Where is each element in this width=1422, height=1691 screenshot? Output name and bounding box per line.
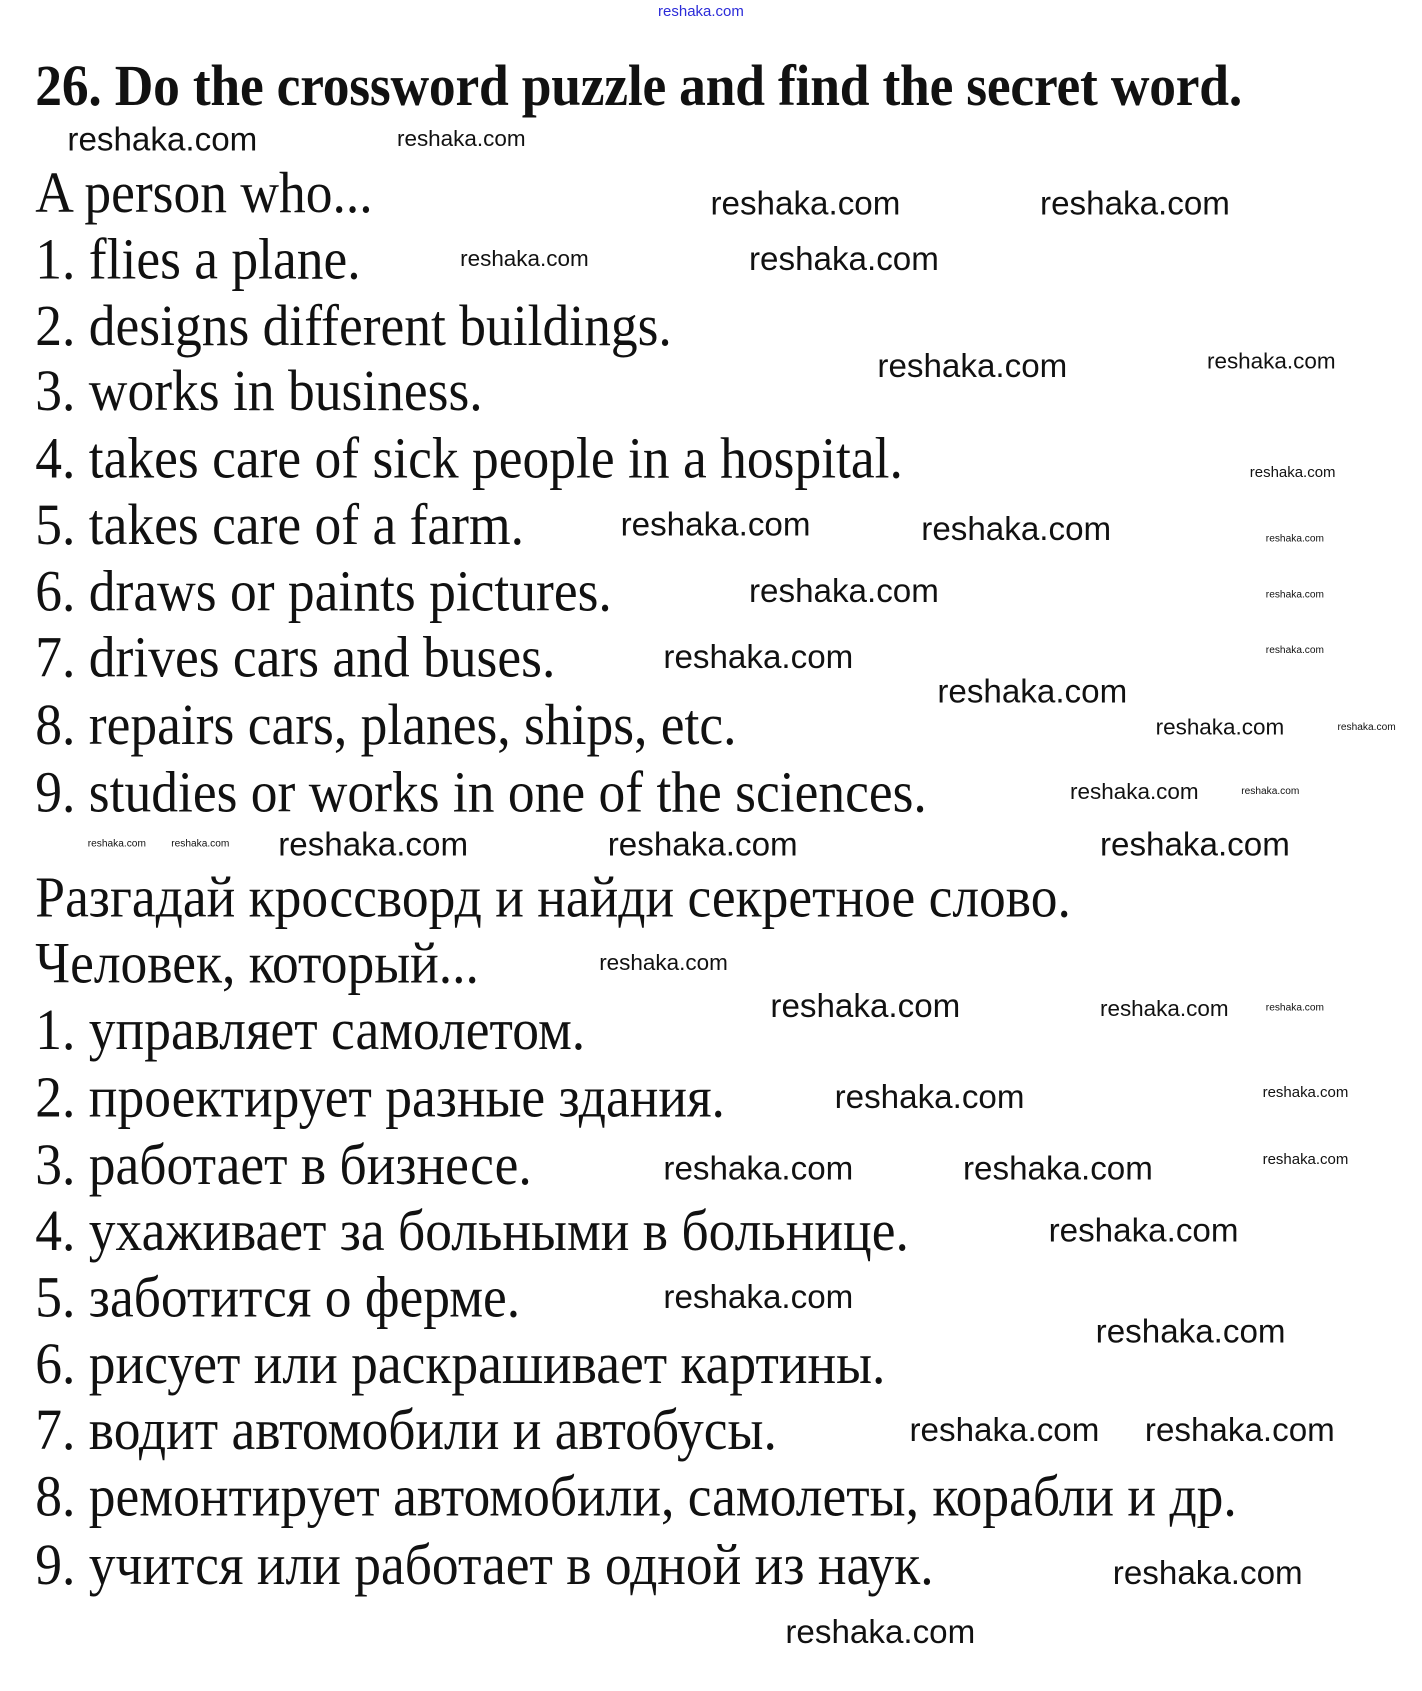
watermark: reshaka.com	[663, 638, 854, 676]
watermark: reshaka.com	[1040, 184, 1230, 223]
watermark: reshaka.com	[785, 1613, 976, 1651]
watermark: reshaka.com	[1099, 996, 1229, 1022]
russian-intro: Человек, который...	[35, 930, 479, 996]
watermark: reshaka.com	[607, 825, 798, 863]
watermark: reshaka.com	[710, 184, 901, 223]
watermark: reshaka.com	[87, 838, 146, 850]
watermark: reshaka.com	[396, 126, 526, 152]
watermark: reshaka.com	[67, 120, 258, 158]
watermark: reshaka.com	[599, 950, 728, 976]
list-item: 3. works in business.	[35, 358, 483, 423]
list-item: 8. ремонтирует автомобили, самолеты, корабли и др.	[35, 1463, 1237, 1529]
watermark: reshaka.com	[1265, 588, 1325, 601]
watermark: reshaka.com	[1265, 644, 1325, 657]
watermark: reshaka.com	[1099, 825, 1290, 863]
watermark: reshaka.com	[1048, 1211, 1239, 1250]
watermark: reshaka.com	[963, 1149, 1153, 1188]
list-item: 4. ухаживает за больными в больнице.	[35, 1198, 909, 1263]
watermark: reshaka.com	[1112, 1554, 1303, 1592]
list-item: 6. рисует или раскрашивает картины.	[35, 1330, 886, 1396]
watermark: reshaka.com	[921, 509, 1112, 548]
list-item: 4. takes care of sick people in a hospital.	[35, 425, 903, 491]
watermark: reshaka.com	[171, 838, 230, 850]
list-item: 6. draws or paints pictures.	[35, 558, 612, 623]
watermark: reshaka.com	[1095, 1312, 1286, 1350]
watermark: reshaka.com	[663, 1149, 854, 1188]
watermark: reshaka.com	[749, 571, 939, 610]
watermark: reshaka.com	[1241, 785, 1300, 798]
watermark: reshaka.com	[877, 347, 1068, 385]
watermark: reshaka.com	[1070, 779, 1199, 805]
watermark: reshaka.com	[937, 672, 1128, 710]
watermark: reshaka.com	[658, 2, 744, 20]
watermark: reshaka.com	[834, 1078, 1025, 1116]
list-item: 1. flies a plane.	[35, 226, 361, 292]
watermark: reshaka.com	[460, 246, 589, 272]
list-item: 9. studies or works in one of the sciences.	[35, 759, 927, 825]
list-item: 1. управляет самолетом.	[35, 996, 586, 1062]
list-item: 9. учится или работает в одной из наук.	[35, 1531, 934, 1597]
watermark: reshaka.com	[1155, 715, 1285, 740]
watermark: reshaka.com	[663, 1278, 854, 1316]
list-item: 5. takes care of a farm.	[35, 491, 524, 557]
list-item: 8. repairs cars, planes, ships, etc.	[35, 692, 737, 757]
watermark: reshaka.com	[1144, 1410, 1335, 1449]
list-item: 7. drives cars and buses.	[35, 624, 556, 690]
watermark: reshaka.com	[770, 987, 961, 1025]
watermark: reshaka.com	[620, 505, 811, 544]
watermark: reshaka.com	[278, 825, 469, 863]
watermark: reshaka.com	[1262, 1082, 1349, 1100]
list-item: 2. designs different buildings.	[35, 292, 672, 358]
watermark: reshaka.com	[1265, 533, 1325, 545]
exercise-title: 26. Do the crossword puzzle and find the secret word.	[35, 53, 1243, 118]
watermark: reshaka.com	[749, 240, 939, 278]
list-item: 3. работает в бизнесе.	[35, 1131, 532, 1197]
watermark: reshaka.com	[909, 1410, 1100, 1449]
english-intro: A person who...	[35, 160, 373, 225]
watermark: reshaka.com	[1206, 349, 1336, 374]
watermark: reshaka.com	[1262, 1150, 1349, 1168]
list-item: 2. проектирует разные здания.	[35, 1064, 725, 1130]
list-item: 5. заботится о ферме.	[35, 1264, 521, 1330]
watermark: reshaka.com	[1249, 463, 1336, 481]
watermark: reshaka.com	[1337, 721, 1396, 734]
list-item: 7. водит автомобили и автобусы.	[35, 1397, 777, 1462]
russian-title: Разгадай кроссворд и найди секретное слово.	[35, 864, 1071, 930]
watermark: reshaka.com	[1265, 1001, 1325, 1014]
